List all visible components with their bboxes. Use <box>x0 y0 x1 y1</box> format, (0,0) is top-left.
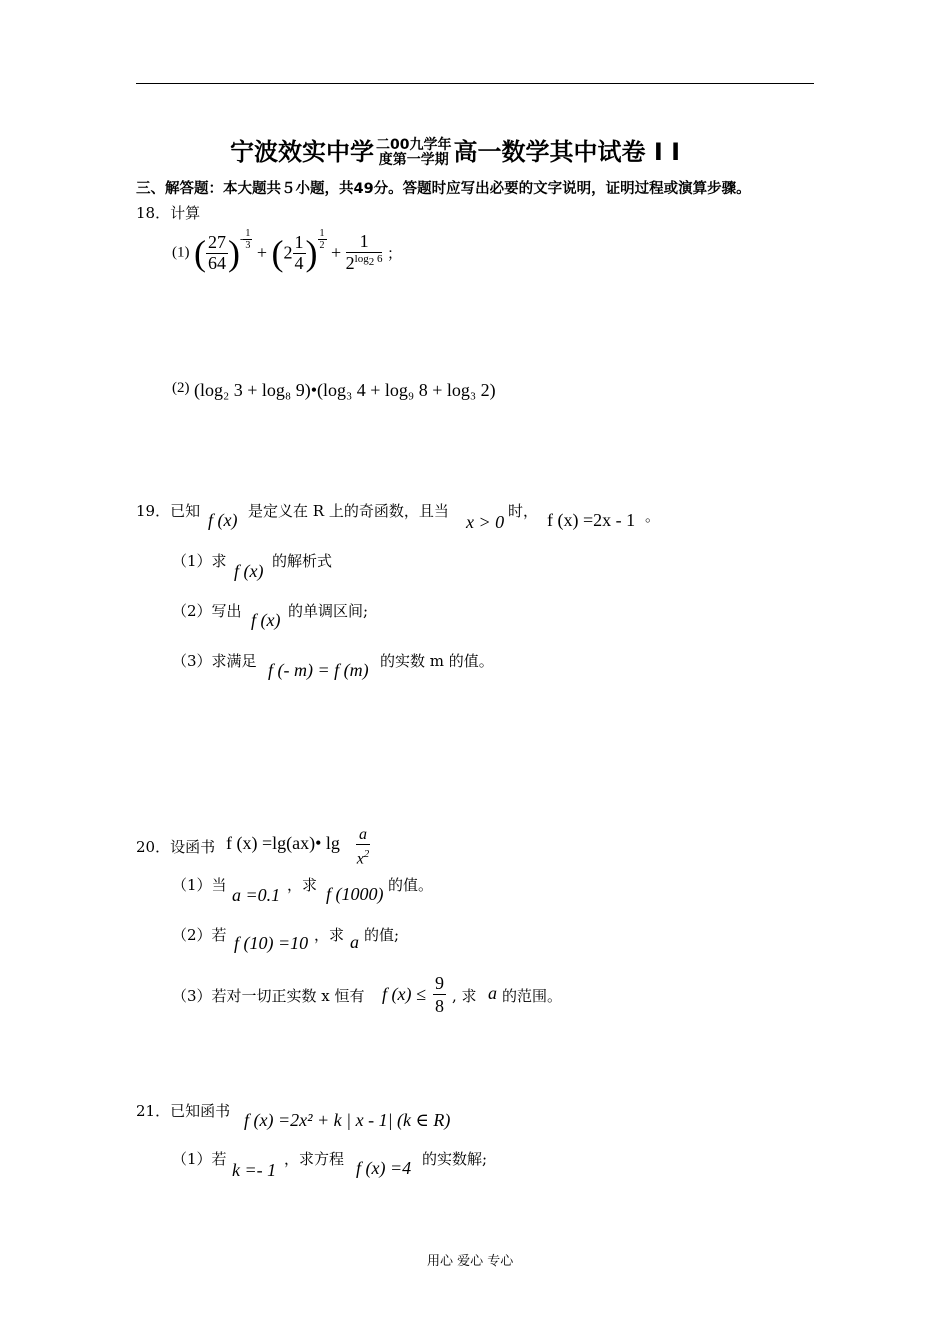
title-stack-top: 二00九学年 <box>376 137 452 153</box>
paren-open: ( <box>194 233 206 273</box>
q20-s2-var: a <box>350 932 359 952</box>
q20-expr-left: f (x) =lg(ax)• lg <box>226 833 340 853</box>
q18-frac3-den <box>346 253 383 274</box>
title-stack-bottom: 度第一学期 <box>378 152 449 168</box>
plus-sign: + <box>331 242 342 263</box>
q20-s3-ineq: f (x) ≤ <box>382 984 426 1004</box>
q19-s2-label: （2）写出 <box>172 602 242 620</box>
q18-frac3-log: log <box>354 253 369 265</box>
q18-exp2-num: 1 <box>319 228 325 239</box>
q18-exp1-sign: - <box>240 233 244 245</box>
q19-definition: f (x) =2x - 1 <box>547 510 636 530</box>
q18-frac3-num: 1 <box>346 232 383 253</box>
q18-frac1-num: 27 <box>208 231 226 252</box>
q18-exp1-den: 3 <box>245 240 251 251</box>
q18-frac3-base: 2 <box>345 253 355 273</box>
q18-exp2-den: 2 <box>319 240 325 251</box>
q20-s3-var: a <box>488 983 497 1003</box>
q18-exp1 <box>240 228 252 251</box>
q19-label: 19．已知 <box>136 502 201 520</box>
q18-frac3-logbase: 2 <box>368 256 375 269</box>
q19-s3-label: （3）求满足 <box>172 652 257 670</box>
q19-s1-tail: 的解析式 <box>272 552 333 570</box>
q18-p2-label: (2) <box>172 380 190 396</box>
title-year-stack <box>376 138 451 168</box>
q18-p2-expr: (log₂ 3 + log₈ 9)•(log₃ 4 + log₉ 8 + log₃ 2) <box>194 380 496 400</box>
q18-exp1-num: 1 <box>245 228 251 239</box>
q18-frac1 <box>206 233 228 274</box>
q18-exp2 <box>318 228 327 251</box>
q20-s2-tail: 的值; <box>364 926 400 944</box>
q20-s1-val: f (1000) <box>326 884 384 904</box>
q21-s1-label: （1）若 <box>172 1150 227 1168</box>
q20-s1-tail: 的值。 <box>388 876 434 894</box>
q19-fx: f (x) <box>208 510 238 530</box>
q18-part1 <box>172 228 402 274</box>
q18-frac3-logarg: 6 <box>376 253 383 265</box>
q18-mixed-frac <box>293 233 306 274</box>
q20-s3-mid: , 求 <box>452 987 477 1005</box>
q20-s2-label: （2）若 <box>172 926 227 944</box>
q20-label: 20．设函书 <box>136 838 216 856</box>
q21-s1-tail: 的实数解; <box>422 1150 488 1168</box>
q20-frac-den-exp: 2 <box>363 848 370 860</box>
q19-text1: 是定义在 R 上的奇函数，且当 <box>248 502 449 520</box>
q20-s3-label: （3）若对一切正实数 x 恒有 <box>172 987 365 1005</box>
q18-p1-label: (1) <box>172 244 190 261</box>
q21-label: 21．已知函书 <box>136 1102 231 1120</box>
q21-expr: f (x) =2x² + k | x - 1| (k ∈ R) <box>244 1110 451 1130</box>
q18-mixed-den: 4 <box>294 252 304 273</box>
q21-s1-cond: k =- 1 <box>232 1160 277 1180</box>
q18-exp1-frac <box>243 228 252 251</box>
q20-s1-label: （1）当 <box>172 876 227 894</box>
q19-condition: x > 0 <box>466 512 505 532</box>
q18-p1-end: ； <box>386 246 402 263</box>
q20-frac-den <box>356 845 370 868</box>
q18-mixed-whole: 2 <box>283 242 293 263</box>
q20-frac-num: a <box>356 826 370 845</box>
q20-s3-tail: 的范围。 <box>502 987 563 1005</box>
q19-text2: 时， <box>508 502 539 520</box>
plus-sign: + <box>256 242 267 263</box>
q19-s1-label: （1）求 <box>172 552 227 570</box>
q20-frac <box>356 826 370 868</box>
q20-frac-den-x: x <box>356 850 364 868</box>
q21-s1-eq: f (x) =4 <box>356 1158 412 1178</box>
q18-part2 <box>172 380 496 401</box>
q19-s2-fx: f (x) <box>251 610 281 630</box>
exam-title <box>230 132 680 168</box>
q19-s1-fx: f (x) <box>234 561 264 581</box>
q18-label: 18．计算 <box>136 204 201 222</box>
q20-s3-frac-den: 8 <box>435 996 444 1016</box>
q19-s3-tail: 的实数 m 的值。 <box>380 652 494 670</box>
q21-s1-mid: ，求方程 <box>284 1150 345 1168</box>
section-heading: 三、解答题：本大题共５小题，共49分。答题时应写出必要的文字说明，证明过程或演算步骤。 <box>136 181 751 197</box>
q20-s1-cond: a =0.1 <box>232 885 281 905</box>
header-rule <box>136 83 814 84</box>
paren-close: ) <box>305 233 318 273</box>
q20-expr <box>226 833 340 854</box>
paren-close: ) <box>228 233 240 273</box>
q20-s2-cond: f (10) =10 <box>234 933 309 953</box>
q18-frac3 <box>346 232 383 274</box>
q18-mixed-num: 1 <box>294 231 304 252</box>
q20-s3-frac <box>433 972 446 1017</box>
title-prefix: 宁波效实中学 <box>230 138 374 166</box>
q19-s2-tail: 的单调区间; <box>288 602 369 620</box>
page-footer: 用心 爱心 专心 <box>427 1254 514 1269</box>
paren-open: ( <box>271 233 284 273</box>
q20-s3-frac-num: 9 <box>435 973 444 993</box>
q18-frac1-den: 64 <box>208 252 226 273</box>
q19-s3-eq: f (- m) = f (m) <box>268 660 369 680</box>
q20-s2-mid: ，求 <box>314 926 345 944</box>
title-suffix: 高一数学其中试卷 I I <box>453 138 681 166</box>
q19-text3: 。 <box>645 507 661 525</box>
q20-s1-mid: ，求 <box>287 876 318 894</box>
